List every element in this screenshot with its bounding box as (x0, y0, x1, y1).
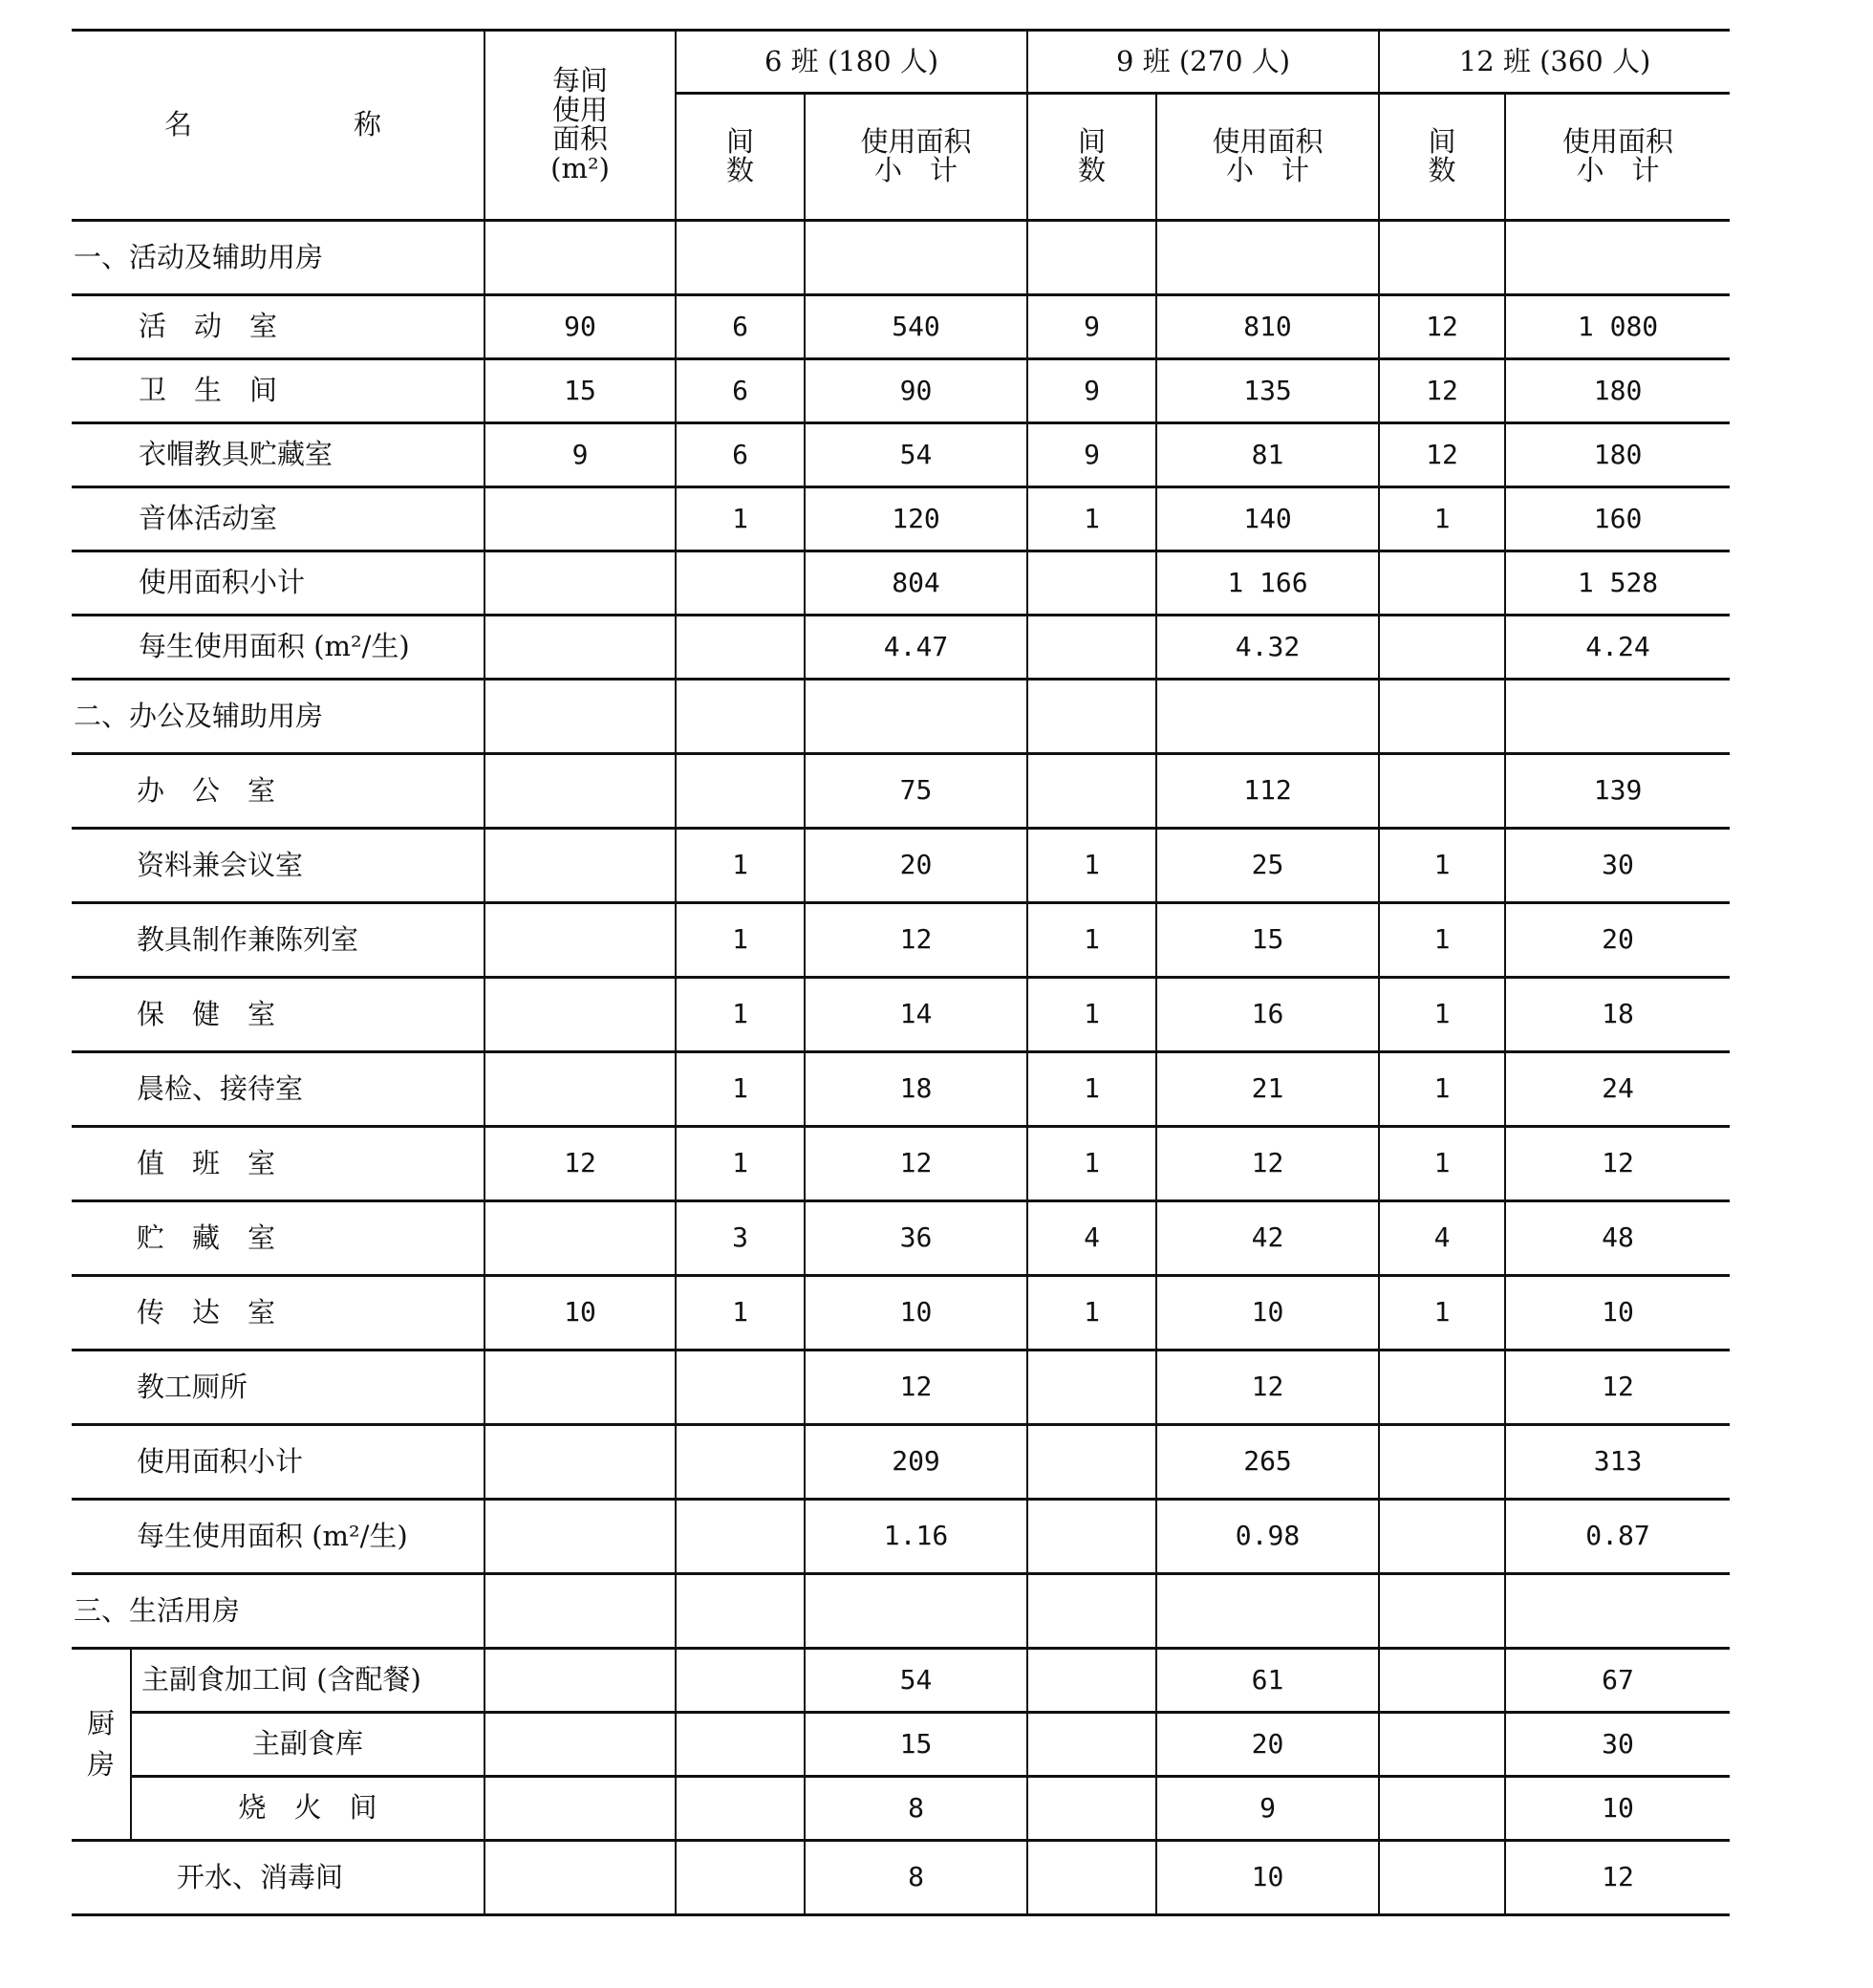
cell-area-12: 18 (1505, 978, 1730, 1052)
cell-rooms-6 (676, 616, 805, 680)
cell-area-9: 0.98 (1156, 1500, 1379, 1574)
cell-rooms-12 (1379, 1425, 1505, 1500)
table-row (72, 359, 1730, 423)
section-header-row (72, 1574, 1730, 1649)
section-title: 一、活动及辅助用房 (72, 221, 484, 295)
cell-rooms-12 (1379, 551, 1505, 616)
table-row (72, 487, 1730, 551)
row-name: 使用面积小计 (72, 1425, 484, 1500)
cell-area-per-room (484, 1052, 676, 1127)
cell-rooms-6: 1 (676, 903, 805, 978)
table-row (72, 1649, 1730, 1713)
cell-rooms-12 (1379, 1713, 1505, 1777)
cell-rooms-9: 9 (1027, 295, 1156, 359)
table-row (72, 754, 1730, 829)
cell-area-12: 48 (1505, 1201, 1730, 1276)
cell-area-12: 12 (1505, 1127, 1730, 1201)
cell-rooms-12 (1379, 1777, 1505, 1841)
header-rooms-12 (1379, 94, 1505, 221)
cell-area-per-room: 10 (484, 1276, 676, 1351)
table-row (72, 1201, 1730, 1276)
cell-area-per-room (484, 903, 676, 978)
cell-area-6: 120 (805, 487, 1027, 551)
cell-area-6: 18 (805, 1052, 1027, 1127)
table-cell (484, 1574, 676, 1649)
table-cell (1379, 221, 1505, 295)
cell-rooms-12 (1379, 1500, 1505, 1574)
row-name: 卫 生 间 (72, 359, 484, 423)
cell-area-per-room (484, 551, 676, 616)
kitchen-group-label (72, 1649, 131, 1841)
cell-area-12: 24 (1505, 1052, 1730, 1127)
kitchen-label-char: 房 (86, 1748, 115, 1781)
header-area-line: 每间 (552, 64, 609, 97)
cell-area-per-room (484, 754, 676, 829)
cell-area-9: 9 (1156, 1777, 1379, 1841)
cell-area-6: 14 (805, 978, 1027, 1052)
header-area-line: 面积 (552, 122, 609, 156)
cell-rooms-6 (676, 1425, 805, 1500)
cell-area-12: 180 (1505, 359, 1730, 423)
cell-rooms-12: 4 (1379, 1201, 1505, 1276)
cell-rooms-12 (1379, 616, 1505, 680)
table-cell (1379, 680, 1505, 754)
cell-area-per-room (484, 1649, 676, 1713)
cell-rooms-12: 1 (1379, 829, 1505, 903)
row-name: 晨检、接待室 (72, 1052, 484, 1127)
cell-area-6: 8 (805, 1777, 1027, 1841)
header-group-9: 9 班 (270 人) (1027, 31, 1379, 94)
cell-rooms-12: 1 (1379, 1127, 1505, 1201)
cell-area-6: 54 (805, 1649, 1027, 1713)
header-group-12: 12 班 (360 人) (1379, 31, 1730, 94)
cell-area-6: 12 (805, 1351, 1027, 1425)
row-name: 每生使用面积 (m²/生) (72, 1500, 484, 1574)
table-cell (676, 680, 805, 754)
cell-rooms-6: 6 (676, 423, 805, 487)
cell-area-9: 140 (1156, 487, 1379, 551)
subtotal-row (72, 551, 1730, 616)
table-row (72, 829, 1730, 903)
table-row (72, 1351, 1730, 1425)
cell-area-6: 804 (805, 551, 1027, 616)
cell-rooms-9: 1 (1027, 978, 1156, 1052)
cell-area-12: 12 (1505, 1841, 1730, 1915)
cell-area-6: 4.47 (805, 616, 1027, 680)
cell-rooms-9 (1027, 1777, 1156, 1841)
cell-area-12: 180 (1505, 423, 1730, 487)
row-name: 值 班 室 (72, 1127, 484, 1201)
cell-area-6: 1.16 (805, 1500, 1027, 1574)
cell-area-12: 67 (1505, 1649, 1730, 1713)
cell-area-per-room (484, 1351, 676, 1425)
cell-rooms-9: 1 (1027, 829, 1156, 903)
cell-rooms-6 (676, 551, 805, 616)
cell-area-12: 139 (1505, 754, 1730, 829)
cell-area-per-room (484, 1777, 676, 1841)
header-subtotal-line: 使用面积 (1212, 124, 1324, 158)
kitchen-label-char: 厨 (86, 1706, 115, 1740)
cell-rooms-12 (1379, 1841, 1505, 1915)
cell-area-12: 1 528 (1505, 551, 1730, 616)
table-row (72, 1052, 1730, 1127)
cell-area-9: 61 (1156, 1649, 1379, 1713)
cell-area-per-room (484, 1713, 676, 1777)
section-title: 三、生活用房 (72, 1574, 484, 1649)
table-cell (1156, 221, 1379, 295)
cell-area-12: 30 (1505, 1713, 1730, 1777)
cell-area-9: 12 (1156, 1127, 1379, 1201)
cell-area-9: 16 (1156, 978, 1379, 1052)
cell-area-12: 12 (1505, 1351, 1730, 1425)
cell-rooms-6: 6 (676, 295, 805, 359)
cell-area-per-room: 90 (484, 295, 676, 359)
cell-rooms-9 (1027, 616, 1156, 680)
cell-area-12: 0.87 (1505, 1500, 1730, 1574)
table-cell (805, 1574, 1027, 1649)
header-subtotal-12 (1505, 94, 1730, 221)
section-header-row (72, 680, 1730, 754)
header-rooms-6 (676, 94, 805, 221)
cell-area-per-room (484, 1201, 676, 1276)
header-area-per-room-stack (550, 66, 610, 183)
cell-rooms-6: 1 (676, 1276, 805, 1351)
cell-rooms-6: 1 (676, 978, 805, 1052)
cell-area-6: 20 (805, 829, 1027, 903)
cell-rooms-6 (676, 1841, 805, 1915)
row-name: 音体活动室 (72, 487, 484, 551)
row-name: 开水、消毒间 (72, 1841, 484, 1915)
cell-rooms-6 (676, 1713, 805, 1777)
cell-rooms-6 (676, 1649, 805, 1713)
cell-rooms-9 (1027, 1425, 1156, 1500)
cell-area-9: 10 (1156, 1276, 1379, 1351)
table-row (72, 423, 1730, 487)
room-area-table (72, 29, 1730, 1916)
cell-area-6: 8 (805, 1841, 1027, 1915)
cell-rooms-12 (1379, 1649, 1505, 1713)
cell-area-per-room (484, 487, 676, 551)
cell-area-12: 10 (1505, 1777, 1730, 1841)
row-name: 教具制作兼陈列室 (72, 903, 484, 978)
row-name: 贮 藏 室 (72, 1201, 484, 1276)
cell-rooms-6 (676, 1351, 805, 1425)
header-rooms-9 (1027, 94, 1156, 221)
row-name: 传 达 室 (72, 1276, 484, 1351)
cell-rooms-6 (676, 1500, 805, 1574)
cell-area-12: 160 (1505, 487, 1730, 551)
header-subtotal-line: 使用面积 (1562, 124, 1674, 158)
section-header-row (72, 221, 1730, 295)
cell-rooms-9: 1 (1027, 903, 1156, 978)
header-rooms-line: 间 (1078, 124, 1107, 158)
header-rooms-line: 数 (1428, 154, 1456, 187)
cell-area-9: 81 (1156, 423, 1379, 487)
cell-area-9: 10 (1156, 1841, 1379, 1915)
header-area-per-room (484, 31, 676, 221)
cell-area-9: 20 (1156, 1713, 1379, 1777)
header-area-line: (m²) (550, 151, 610, 184)
header-name-text: 名 称 (164, 108, 449, 141)
cell-area-9: 25 (1156, 829, 1379, 903)
cell-area-12: 1 080 (1505, 295, 1730, 359)
cell-area-12: 30 (1505, 829, 1730, 903)
per-student-row (72, 1500, 1730, 1574)
cell-rooms-6: 3 (676, 1201, 805, 1276)
cell-area-6: 75 (805, 754, 1027, 829)
header-subtotal-9 (1156, 94, 1379, 221)
cell-area-6: 12 (805, 903, 1027, 978)
cell-rooms-6: 6 (676, 359, 805, 423)
row-name: 烧 火 间 (131, 1777, 484, 1841)
cell-rooms-6: 1 (676, 1052, 805, 1127)
header-rooms-line: 间 (1428, 124, 1456, 158)
cell-area-6: 15 (805, 1713, 1027, 1777)
section-title: 二、办公及辅助用房 (72, 680, 484, 754)
table-row (72, 1276, 1730, 1351)
table-row (72, 1127, 1730, 1201)
table-cell (1505, 680, 1730, 754)
header-subtotal-line: 小 计 (1576, 154, 1660, 187)
cell-rooms-12: 12 (1379, 295, 1505, 359)
table-row (72, 1713, 1730, 1777)
cell-area-per-room (484, 616, 676, 680)
cell-area-6: 540 (805, 295, 1027, 359)
cell-area-6: 90 (805, 359, 1027, 423)
cell-area-12: 313 (1505, 1425, 1730, 1500)
table-row (72, 903, 1730, 978)
cell-area-9: 21 (1156, 1052, 1379, 1127)
cell-rooms-9 (1027, 1500, 1156, 1574)
table-row (72, 295, 1730, 359)
table-cell (1379, 1574, 1505, 1649)
cell-rooms-9: 1 (1027, 1276, 1156, 1351)
table-cell (1156, 1574, 1379, 1649)
table-cell (805, 680, 1027, 754)
cell-area-6: 36 (805, 1201, 1027, 1276)
header-rooms-line: 数 (726, 154, 755, 187)
row-name: 保 健 室 (72, 978, 484, 1052)
cell-area-12: 10 (1505, 1276, 1730, 1351)
header-subtotal-line: 小 计 (1226, 154, 1310, 187)
table-cell (1027, 221, 1156, 295)
table-cell (1156, 680, 1379, 754)
cell-rooms-6 (676, 1777, 805, 1841)
cell-area-6: 209 (805, 1425, 1027, 1500)
cell-rooms-9 (1027, 1649, 1156, 1713)
cell-rooms-9 (1027, 551, 1156, 616)
table-row (72, 978, 1730, 1052)
cell-area-9: 1 166 (1156, 551, 1379, 616)
per-student-row (72, 616, 1730, 680)
row-name: 教工厕所 (72, 1351, 484, 1425)
cell-rooms-9 (1027, 1713, 1156, 1777)
cell-area-6: 10 (805, 1276, 1027, 1351)
row-name: 活 动 室 (72, 295, 484, 359)
cell-area-9: 112 (1156, 754, 1379, 829)
table-cell (1027, 1574, 1156, 1649)
cell-area-per-room (484, 978, 676, 1052)
cell-area-per-room: 15 (484, 359, 676, 423)
table-cell (805, 221, 1027, 295)
cell-area-9: 12 (1156, 1351, 1379, 1425)
cell-rooms-12 (1379, 754, 1505, 829)
cell-rooms-6: 1 (676, 829, 805, 903)
cell-area-6: 12 (805, 1127, 1027, 1201)
cell-rooms-9 (1027, 1841, 1156, 1915)
cell-area-12: 4.24 (1505, 616, 1730, 680)
cell-rooms-12: 1 (1379, 1052, 1505, 1127)
cell-rooms-12: 12 (1379, 359, 1505, 423)
cell-area-9: 42 (1156, 1201, 1379, 1276)
table-cell (1505, 1574, 1730, 1649)
table-cell (1505, 221, 1730, 295)
cell-rooms-9 (1027, 754, 1156, 829)
row-name: 主副食加工间 (含配餐) (131, 1649, 484, 1713)
row-name: 主副食库 (131, 1713, 484, 1777)
cell-area-per-room (484, 1500, 676, 1574)
cell-rooms-9: 9 (1027, 423, 1156, 487)
cell-rooms-6 (676, 754, 805, 829)
cell-rooms-12: 1 (1379, 1276, 1505, 1351)
cell-area-per-room (484, 1425, 676, 1500)
row-name: 办 公 室 (72, 754, 484, 829)
cell-rooms-12: 12 (1379, 423, 1505, 487)
cell-rooms-12: 1 (1379, 487, 1505, 551)
cell-rooms-12 (1379, 1351, 1505, 1425)
subtotal-row (72, 1425, 1730, 1500)
table-row (72, 1777, 1730, 1841)
cell-area-per-room: 12 (484, 1127, 676, 1201)
header-rooms-line: 数 (1078, 154, 1107, 187)
cell-area-12: 20 (1505, 903, 1730, 978)
cell-rooms-6: 1 (676, 487, 805, 551)
table-cell (1027, 680, 1156, 754)
header-subtotal-line: 小 计 (874, 154, 958, 187)
cell-area-per-room: 9 (484, 423, 676, 487)
cell-area-9: 810 (1156, 295, 1379, 359)
table-row (72, 1841, 1730, 1915)
header-rooms-line: 间 (726, 124, 755, 158)
cell-area-9: 265 (1156, 1425, 1379, 1500)
row-name: 衣帽教具贮藏室 (72, 423, 484, 487)
table-cell (676, 221, 805, 295)
row-name: 每生使用面积 (m²/生) (72, 616, 484, 680)
cell-rooms-9: 1 (1027, 1127, 1156, 1201)
table-cell (484, 221, 676, 295)
table-cell (676, 1574, 805, 1649)
cell-rooms-9 (1027, 1351, 1156, 1425)
cell-area-9: 15 (1156, 903, 1379, 978)
row-name: 资料兼会议室 (72, 829, 484, 903)
header-group-6: 6 班 (180 人) (676, 31, 1027, 94)
header-subtotal-line: 使用面积 (860, 124, 972, 158)
cell-rooms-12: 1 (1379, 903, 1505, 978)
cell-area-6: 54 (805, 423, 1027, 487)
cell-rooms-12: 1 (1379, 978, 1505, 1052)
header-name (72, 31, 484, 221)
row-name: 使用面积小计 (72, 551, 484, 616)
cell-area-9: 4.32 (1156, 616, 1379, 680)
cell-rooms-9: 4 (1027, 1201, 1156, 1276)
cell-area-per-room (484, 829, 676, 903)
cell-area-per-room (484, 1841, 676, 1915)
cell-rooms-9: 9 (1027, 359, 1156, 423)
table-cell (484, 680, 676, 754)
cell-rooms-9: 1 (1027, 487, 1156, 551)
cell-rooms-6: 1 (676, 1127, 805, 1201)
cell-area-9: 135 (1156, 359, 1379, 423)
header-subtotal-6 (805, 94, 1027, 221)
header-area-line: 使用 (552, 93, 609, 126)
cell-rooms-9: 1 (1027, 1052, 1156, 1127)
